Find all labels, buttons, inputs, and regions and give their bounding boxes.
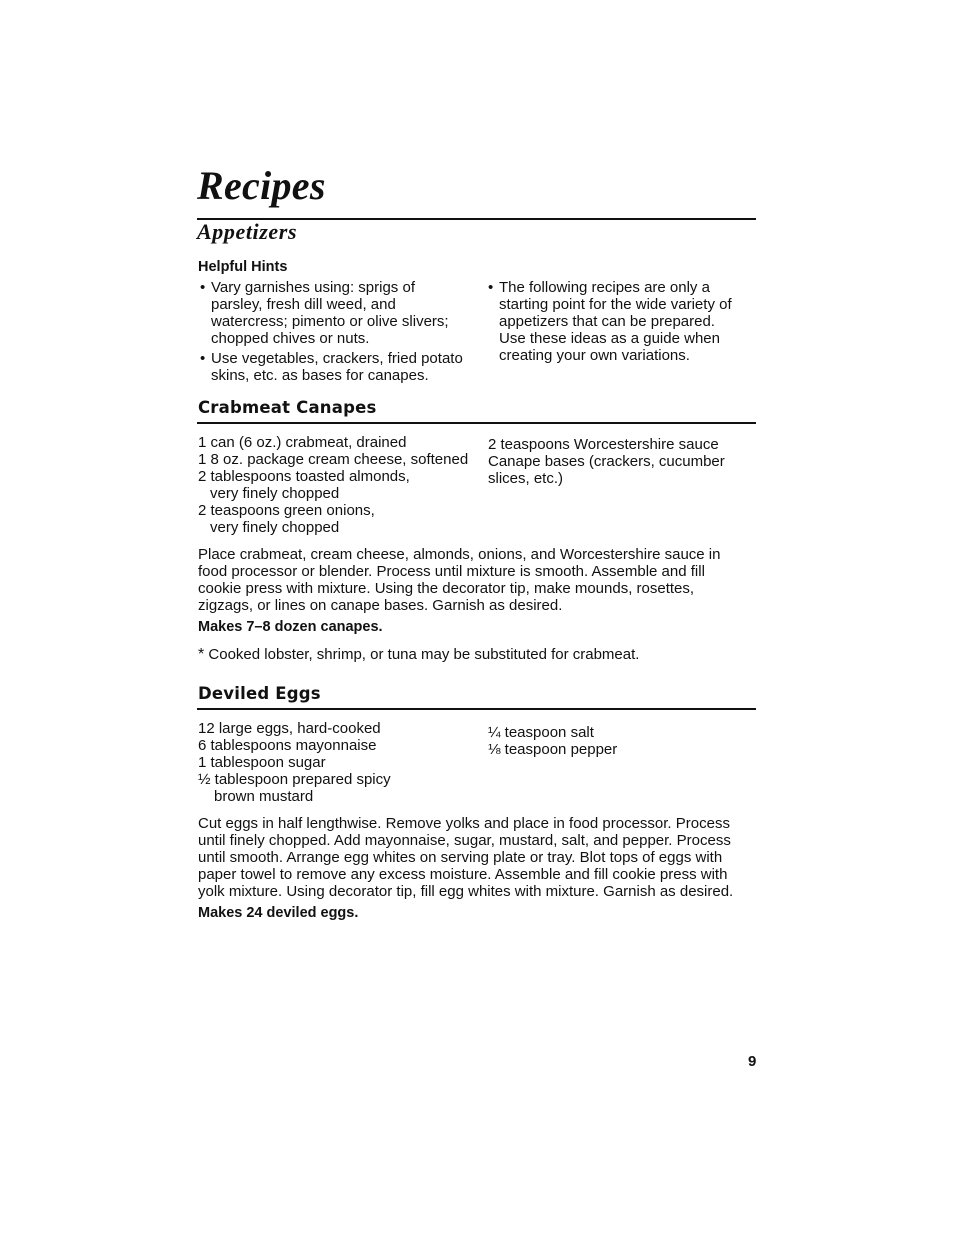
deviled-eggs-recipe-title: Deviled Eggs: [198, 684, 321, 703]
page-number: 9: [748, 1053, 757, 1070]
helpful-hints-left-list: [198, 279, 483, 387]
hint-item: • Vary garnishes using: sprigs of parsley, fresh dill weed, and watercress; pimento or olive slivers; chopped chives or nuts.: [200, 279, 449, 347]
ingredient-item: 2 teaspoons Worcestershire sauce: [488, 436, 719, 453]
ingredient-item: ¼ teaspoon salt: [488, 724, 594, 741]
ingredient-item: 2 tablespoons toasted almonds, very finely chopped: [198, 468, 410, 502]
ingredient-item: 1 8 oz. package cream cheese, softened: [198, 451, 469, 468]
crabmeat-note: * Cooked lobster, shrimp, or tuna may be substituted for crabmeat.: [198, 646, 640, 663]
bullet-icon: •: [200, 350, 206, 367]
crabmeat-title-rule: [197, 422, 756, 424]
helpful-hints-right-list: [486, 279, 756, 367]
ingredient-item: 12 large eggs, hard-cooked: [198, 720, 381, 737]
deviled-eggs-ingredients-left: [198, 720, 483, 805]
ingredient-item: 2 teaspoons green onions, very finely chopped: [198, 502, 375, 536]
helpful-hints-heading: Helpful Hints: [198, 259, 288, 275]
crabmeat-instructions: Place crabmeat, cream cheese, almonds, onions, and Worcestershire sauce in food processor or blender. Process until mixture is smooth. Assemble and fill cookie press with mixture. Using the decorator tip, make mounds, rosettes, zigzags, or lines on canape bases. Garnish as desired.: [198, 546, 721, 614]
ingredient-item: Canape bases (crackers, cucumber: [488, 453, 725, 470]
ingredient-item: ½ tablespoon prepared spicy brown mustard: [198, 771, 391, 805]
deviled-eggs-ingredients-right: [488, 724, 756, 758]
bullet-icon: •: [488, 279, 494, 296]
crabmeat-ingredients-right: [488, 436, 756, 487]
deviled-eggs-title-rule: [197, 708, 756, 710]
ingredient-item: 1 can (6 oz.) crabmeat, drained: [198, 434, 407, 451]
deviled-eggs-instructions: Cut eggs in half lengthwise. Remove yolks and place in food processor. Process until finely chopped. Add mayonnaise, sugar, mustard, salt, and pepper. Process until smooth. Arrange egg whites on serving plate or tray. Blot tops of eggs with paper towel to remove any excess moisture. Assemble and fill cookie press with yolk mixture. Using decorator tip, fill egg whites with mixture. Garnish as desired.: [198, 815, 734, 900]
page-title: Recipes: [197, 163, 326, 208]
ingredient-item: ⅛ teaspoon pepper: [488, 741, 618, 758]
hint-item: • The following recipes are only a starting point for the wide variety of appetizers that can be prepared. Use these ideas as a guide when creating your own variations.: [488, 279, 732, 364]
deviled-eggs-yield: Makes 24 deviled eggs.: [198, 905, 359, 921]
ingredient-item: 1 tablespoon sugar: [198, 754, 326, 771]
ingredient-item: slices, etc.): [488, 470, 564, 487]
asterisk-icon: *: [198, 646, 205, 663]
crabmeat-yield: Makes 7–8 dozen canapes.: [198, 619, 383, 635]
hint-item: • Use vegetables, crackers, fried potato skins, etc. as bases for canapes.: [200, 350, 463, 384]
ingredient-item: 6 tablespoons mayonnaise: [198, 737, 377, 754]
section-title: Appetizers: [197, 219, 298, 244]
crabmeat-recipe-title: Crabmeat Canapes: [198, 398, 377, 417]
crabmeat-ingredients-left: [198, 434, 483, 536]
bullet-icon: •: [200, 279, 206, 296]
